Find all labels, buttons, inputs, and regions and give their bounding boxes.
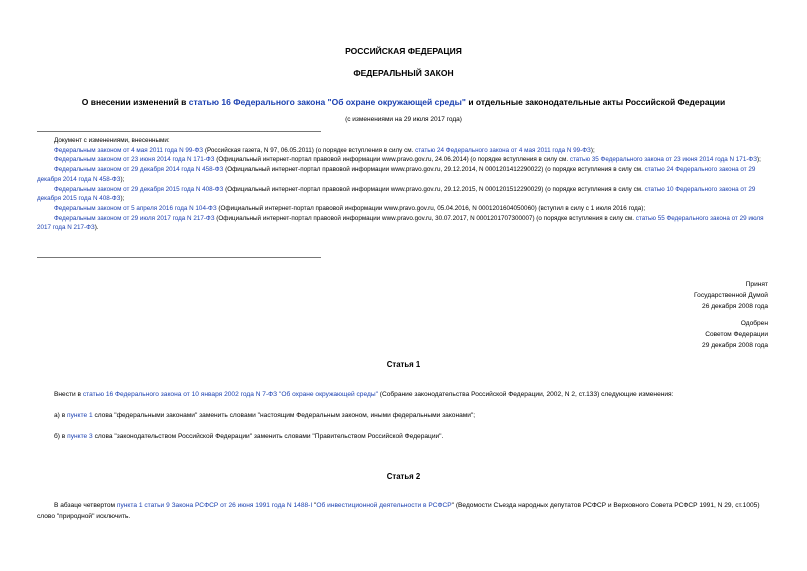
law-title <box>0 97 807 107</box>
amending-law-link[interactable]: Федеральным законом от 29 июля 2017 года N 217-ФЗ <box>54 214 215 222</box>
country-heading: РОССИЙСКАЯ ФЕДЕРАЦИЯ <box>345 46 462 56</box>
amending-law-link[interactable]: Федеральным законом от 29 декабря 2015 года N 408-ФЗ <box>54 185 224 193</box>
rsfsr-law-link[interactable]: пункта 1 статьи 9 Закона РСФСР от 26 июня 1991 года N 1488-I <box>116 502 313 509</box>
approved-body: Советом Федерации <box>705 331 768 338</box>
change-item: Федеральным законом от 4 мая 2011 года N 99-ФЗ (Российская газета, N 97, 06.05.2011) (о порядке вступления в силу см. статью 24 Федерального закона от 4 мая 2011 года N 99-ФЗ); <box>54 146 595 154</box>
change-item: Федеральным законом от 23 июня 2014 года N 171-ФЗ (Официальный интернет-портал правовой информации www.pravo.gov.ru, 24.06.2014) (о порядке вступления в силу см. статью 35 Федерального закона от 23 июня 2014 года N 171-ФЗ); <box>54 156 761 164</box>
changes-intro: Документ с изменениями, внесенными: <box>54 137 170 144</box>
title-prefix: О внесении изменений в <box>81 97 189 107</box>
article-2-heading: Статья 2 <box>386 472 421 481</box>
entry-into-force-link[interactable]: статью 24 Федерального закона от 4 мая 2011 года N 99-ФЗ <box>415 146 591 154</box>
entry-into-force-link[interactable]: статью 24 Федерального закона от 29 декабря 2014 года N 458-ФЗ <box>37 166 756 183</box>
entry-into-force-link[interactable]: статью 35 Федерального закона от 23 июня 2014 года N 171-ФЗ <box>569 156 758 164</box>
changes-list <box>37 136 770 233</box>
title-suffix: и отдельные законодательные акты Российской Федерации <box>465 97 726 107</box>
amending-law-link[interactable]: Федеральным законом от 4 мая 2011 года N 99-ФЗ <box>54 146 204 154</box>
article-2-text: В абзаце четвертом пункта 1 статьи 9 Закона РСФСР от 26 июня 1991 года N 1488-I "Об инвестиционной деятельности в РСФСР" (Ведомости Съезда народных депутатов РСФСР и Верховного Совета РСФСР 1991, N 29, ст.1005) слово "природной" исключить. <box>37 502 760 520</box>
doc-type-heading: ФЕДЕРАЛЬНЫЙ ЗАКОН <box>353 68 454 78</box>
investment-law-title-link[interactable]: Об инвестиционной деятельности в РСФСР <box>316 502 452 509</box>
article-1-intro: Внести в статью 16 Федерального закона от 10 января 2002 года N 7-ФЗ "Об охране окружающей среды" (Собрание законодательства Российской Федерации, 2002, N 2, ст.133) следующие изменения: <box>54 391 674 398</box>
amending-law-link[interactable]: Федеральным законом от 5 апреля 2016 года N 104-ФЗ <box>54 204 217 212</box>
change-item: Федеральным законом от 29 декабря 2015 года N 408-ФЗ (Официальный интернет-портал правовой информации www.pravo.gov.ru, 29.12.2015, N 0001201512290029) (о порядке вступления в силу см. статью 10 Федерального закона от 29 декабря 2015 года N 408-ФЗ); <box>37 185 756 203</box>
bottom-divider <box>37 257 321 258</box>
adopted-date: 26 декабря 2008 года <box>702 303 768 310</box>
top-divider <box>37 131 321 132</box>
adopted-label: Принят <box>745 281 768 288</box>
change-item: Федеральным законом от 29 июля 2017 года N 217-ФЗ (Официальный интернет-портал правовой информации www.pravo.gov.ru, 30.07.2017, N 0001201707300007) (о порядке вступления в силу см. статью 55 Федерального закона от 29 июля 2017 года N 217-ФЗ). <box>37 214 764 232</box>
approved-label: Одобрен <box>740 320 768 327</box>
point-3-link[interactable]: пункте 3 <box>67 433 93 440</box>
entry-into-force-link[interactable]: статью 55 Федерального закона от 29 июля 2017 года N 217-ФЗ <box>37 214 764 232</box>
article-1-item-b: б) в пункте 3 слова "законодательством Российской Федерации" заменить словами "Правительством Российской Федерации". <box>54 433 444 440</box>
approved-block <box>702 318 768 351</box>
edition-note: (с изменениями на 29 июля 2017 года) <box>345 116 462 123</box>
article-16-link[interactable]: статью 16 Федерального закона от 10 января 2002 года N 7-ФЗ "Об охране окружающей среды" <box>82 391 378 398</box>
point-1-link[interactable]: пункте 1 <box>67 412 93 419</box>
adopted-block <box>694 279 768 312</box>
article-1-item-a: а) в пункте 1 слова "федеральными законами" заменить словами "настоящим Федеральным законом, иными федеральными законами"; <box>54 412 476 419</box>
change-item: Федеральным законом от 29 декабря 2014 года N 458-ФЗ (Официальный интернет-портал правовой информации www.pravo.gov.ru, 29.12.2014, N 0001201412290022) (о порядке вступления в силу см. статью 24 Федерального закона от 29 декабря 2014 года N 458-ФЗ); <box>37 166 756 183</box>
change-item: Федеральным законом от 5 апреля 2016 года N 104-ФЗ (Официальный интернет-портал правовой информации www.pravo.gov.ru, 05.04.2016, N 0001201604050060) (вступил в силу с 1 июля 2016 года); <box>54 204 646 212</box>
title-link[interactable]: статью 16 Федерального закона "Об охране окружающей среды" <box>188 97 466 107</box>
entry-into-force-link[interactable]: статью 10 Федерального закона от 29 декабря 2015 года N 408-ФЗ <box>37 185 756 203</box>
amending-law-link[interactable]: Федеральным законом от 29 декабря 2014 года N 458-ФЗ <box>54 166 224 174</box>
approved-date: 29 декабря 2008 года <box>702 342 768 349</box>
adopted-body: Государственной Думой <box>694 292 768 299</box>
amending-law-link[interactable]: Федеральным законом от 23 июня 2014 года N 171-ФЗ <box>54 156 215 164</box>
article-1-heading: Статья 1 <box>386 360 421 369</box>
